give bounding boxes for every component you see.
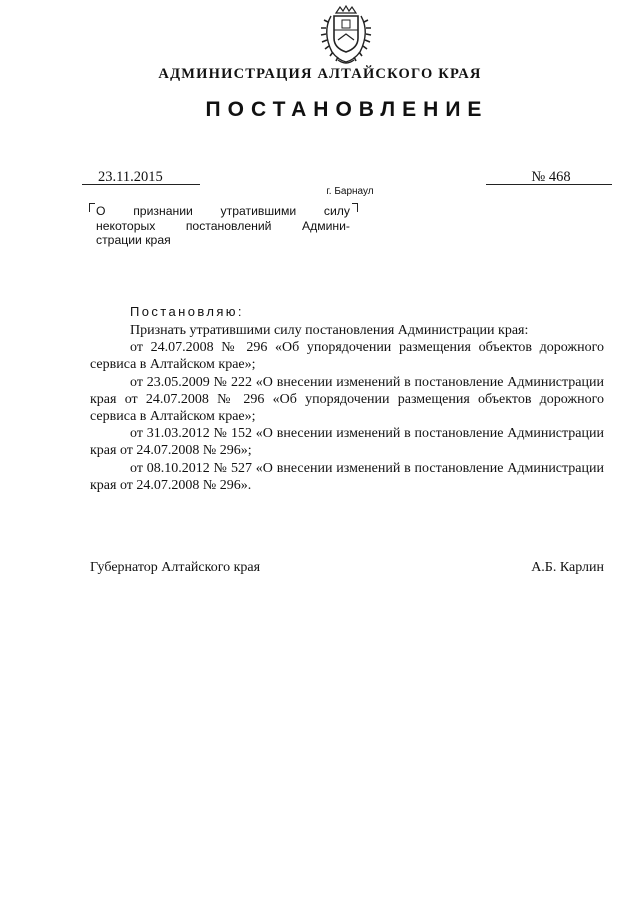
coat-of-arms-icon bbox=[314, 4, 378, 68]
signer-title: Губернатор Алтайского края bbox=[90, 560, 261, 575]
repealed-item: от 23.05.2009 № 222 «О внесении изменений в постановление Администрации края от 24.07.2008 № 296 «Об упорядочении размещения объектов дорожного сервиса в Алтайском крае»; bbox=[90, 374, 604, 425]
document-city: г. Барнаул bbox=[326, 186, 374, 197]
subject-line-2: некоторых постановлений Админи- bbox=[96, 218, 350, 233]
organization-name: АДМИНИСТРАЦИЯ АЛТАЙСКОГО КРАЯ bbox=[158, 66, 482, 82]
resolve-heading: Постановляю: bbox=[130, 304, 244, 319]
document-subject bbox=[96, 204, 350, 248]
repealed-item: от 08.10.2012 № 527 «О внесении изменений в постановление Администрации края от 24.07.2008 № 296». bbox=[90, 460, 604, 493]
repealed-item: от 24.07.2008 № 296 «Об упорядочении размещения объектов дорожного сервиса в Алтайском крае»; bbox=[90, 340, 604, 373]
document-number: № 468 bbox=[486, 170, 612, 185]
subject-bracket-right bbox=[352, 203, 358, 212]
document-date: 23.11.2015 bbox=[82, 170, 200, 185]
subject-line-3: страции края bbox=[96, 233, 171, 247]
document-body bbox=[90, 322, 604, 494]
signer-name: А.Б. Карлин bbox=[531, 560, 604, 575]
document-type-title: ПОСТАНОВЛЕНИЕ bbox=[205, 98, 489, 121]
body-intro: Признать утратившими силу постановления Администрации края: bbox=[130, 323, 529, 338]
repealed-item: от 31.03.2012 № 152 «О внесении изменений в постановление Администрации края от 24.07.2008 № 296»; bbox=[90, 426, 604, 459]
subject-bracket-left bbox=[89, 203, 95, 212]
subject-line-1: О признании утратившими силу bbox=[96, 204, 350, 218]
